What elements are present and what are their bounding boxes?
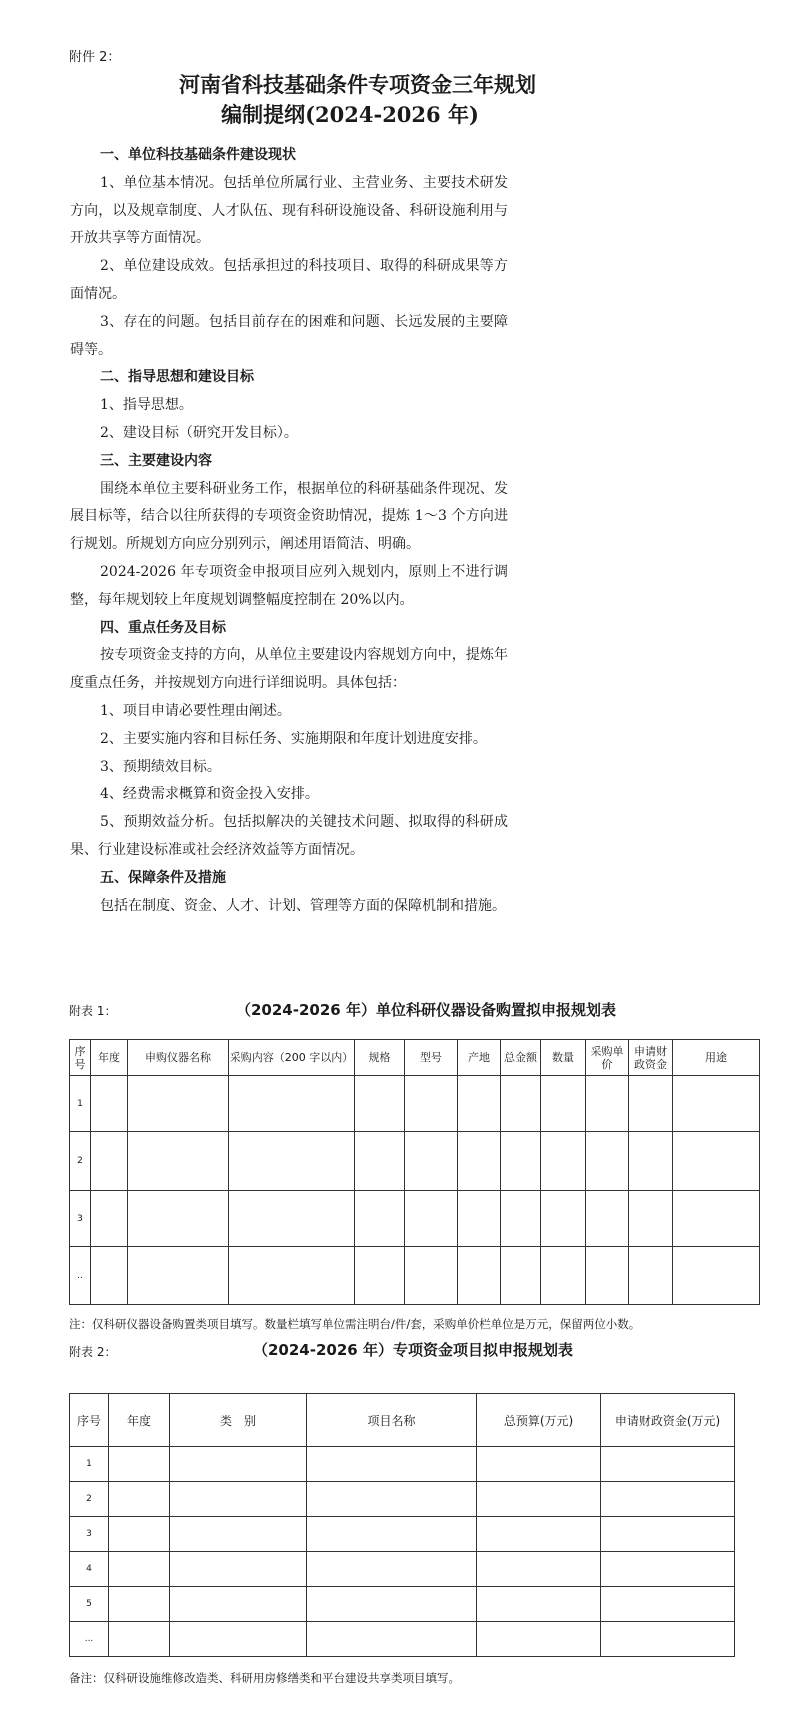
section-heading: 五、保障条件及措施 [100,869,226,886]
table-cell[interactable] [629,1191,673,1247]
table-cell[interactable] [91,1191,128,1247]
table-cell[interactable] [307,1447,477,1482]
table-cell[interactable] [629,1247,673,1305]
table1-label: 附表 1： [69,1004,117,1018]
table-cell[interactable] [307,1587,477,1622]
table-cell[interactable] [601,1517,735,1552]
body-paragraph: 围绕本单位主要科研业务工作，根据单位的科研基础条件现况、发展目标等，结合以往所获得的专项资金资助情况，提炼 1～3 个方向进行规划。所规划方向应分别列示，阐述用语简洁、明确。 [70,480,508,553]
table-cell[interactable] [541,1247,586,1305]
table-cell[interactable] [170,1447,307,1482]
table-cell[interactable] [170,1587,307,1622]
table-cell[interactable] [109,1517,170,1552]
row-index: 3 [70,1517,109,1552]
table-cell[interactable] [170,1517,307,1552]
section-heading: 二、指导思想和建设目标 [100,369,254,386]
table-cell[interactable] [109,1552,170,1587]
row-index: 5 [70,1587,109,1622]
section-heading: 一、单位科技基础条件建设现状 [100,147,296,163]
body-paragraph: 2024-2026 年专项资金申报项目应列入规划内，原则上不进行调整，每年规划较上年度规划调整幅度控制在 20%以内。 [70,563,508,608]
table-cell[interactable] [601,1447,735,1482]
row-index: 1 [70,1076,91,1132]
document-title-line2: 编制提纲(2024-2026 年) [221,102,479,127]
body-paragraph: 包括在制度、资金、人才、计划、管理等方面的保障机制和措施。 [100,897,506,914]
table-cell[interactable] [229,1076,355,1132]
table-cell[interactable] [355,1076,405,1132]
table-cell[interactable] [586,1247,629,1305]
table-cell[interactable] [109,1447,170,1482]
table-cell[interactable] [586,1191,629,1247]
table-cell[interactable] [307,1552,477,1587]
column-header: 年度 [109,1394,170,1447]
row-index: 1 [70,1447,109,1482]
table-row [70,1587,735,1622]
table-cell[interactable] [541,1191,586,1247]
column-header: 规格 [355,1040,405,1076]
table-cell[interactable] [405,1076,458,1132]
row-index: 2 [70,1132,91,1191]
table-cell[interactable] [673,1076,760,1132]
body-paragraph: 1、项目申请必要性理由阐述。 [100,702,291,719]
table-cell[interactable] [541,1132,586,1191]
column-header: 产地 [458,1040,501,1076]
table-row [70,1132,760,1191]
column-header: 序号 [70,1394,109,1447]
table-cell[interactable] [109,1622,170,1657]
table2-note: 备注：仅科研设施维修改造类、科研用房修缮类和平台建设共享类项目填写。 [69,1671,460,1685]
table-cell[interactable] [307,1622,477,1657]
column-header: 数量 [541,1040,586,1076]
column-header: 型号 [405,1040,458,1076]
table-cell[interactable] [601,1482,735,1517]
table1-title: （2024-2026 年）单位科研仪器设备购置拟申报规划表 [236,1001,616,1019]
table-cell[interactable] [170,1552,307,1587]
table-cell[interactable] [458,1191,501,1247]
body-paragraph: 按专项资金支持的方向，从单位主要建设内容规划方向中，提炼年度重点任务，并按规划方向进行详细说明。具体包括： [70,647,508,692]
table-cell[interactable] [405,1247,458,1305]
table-cell[interactable] [477,1552,601,1587]
column-header: 总预算(万元) [477,1394,601,1447]
table-cell[interactable] [458,1132,501,1191]
table-cell[interactable] [128,1247,229,1305]
row-index: 2 [70,1482,109,1517]
table-row [70,1447,735,1482]
table-cell[interactable] [458,1247,501,1305]
table-cell[interactable] [673,1247,760,1305]
table-row [70,1076,760,1132]
table-cell[interactable] [477,1482,601,1517]
body-paragraph: 2、主要实施内容和目标任务、实施期限和年度计划进度安排。 [100,730,487,747]
row-index: ... [70,1622,109,1657]
table-row [70,1482,735,1517]
equipment-plan-table [69,1039,760,1305]
project-plan-table [69,1393,735,1657]
body-paragraph: 1、指导思想。 [100,397,193,414]
table-cell[interactable] [355,1247,405,1305]
document-title-line1: 河南省科技基础条件专项资金三年规划 [179,72,536,97]
table-cell[interactable] [629,1132,673,1191]
table-cell[interactable] [91,1076,128,1132]
document-title [0,70,800,130]
table-cell[interactable] [601,1622,735,1657]
table-cell[interactable] [501,1191,541,1247]
body-paragraph: 4、经费需求概算和资金投入安排。 [100,786,319,803]
table-cell[interactable] [170,1482,307,1517]
table-cell[interactable] [586,1132,629,1191]
table-cell[interactable] [501,1076,541,1132]
section-heading: 四、重点任务及目标 [100,619,226,636]
table-cell[interactable] [229,1191,355,1247]
table-row [70,1191,760,1247]
table-row [70,1517,735,1552]
column-header: 总金额 [501,1040,541,1076]
section-heading: 三、主要建设内容 [100,452,212,469]
table-cell[interactable] [355,1191,405,1247]
table-cell[interactable] [307,1482,477,1517]
table-row [70,1622,735,1657]
table-cell[interactable] [601,1587,735,1622]
body-paragraph: 2、单位建设成效。包括承担过的科技项目、取得的科研成果等方面情况。 [70,258,508,302]
table-cell[interactable] [501,1132,541,1191]
table-row [70,1247,760,1305]
column-header: 采购内容（200 字以内） [229,1040,355,1076]
column-header: 申请财政资金(万元) [601,1394,735,1447]
body-paragraph: 1、单位基本情况。包括单位所属行业、主营业务、主要技术研发方向，以及规章制度、人才队伍、现有科研设施设备、科研设施利用与开放共享等方面情况。 [70,174,508,247]
table-cell[interactable] [109,1587,170,1622]
table-cell[interactable] [477,1622,601,1657]
body-paragraph: 5、预期效益分析。包括拟解决的关键技术问题、拟取得的科研成果、行业建设标准或社会经济效益等方面情况。 [70,814,508,858]
table-cell[interactable] [477,1447,601,1482]
body-paragraph: 3、存在的问题。包括目前存在的困难和问题、长远发展的主要障碍等。 [70,313,508,358]
table-cell[interactable] [109,1482,170,1517]
column-header: 类 别 [170,1394,307,1447]
table-cell[interactable] [541,1076,586,1132]
table-cell[interactable] [673,1132,760,1191]
table-cell[interactable] [477,1587,601,1622]
table-cell[interactable] [128,1132,229,1191]
table-cell[interactable] [355,1132,405,1191]
table-cell[interactable] [91,1132,128,1191]
table-cell[interactable] [229,1247,355,1305]
table-cell[interactable] [128,1191,229,1247]
column-header: 用途 [673,1040,760,1076]
body-paragraph: 2、建设目标（研究开发目标）。 [100,424,298,441]
table-cell[interactable] [405,1191,458,1247]
outline-body [70,142,508,920]
column-header: 申购仪器名称 [128,1040,229,1076]
column-header: 年度 [91,1040,128,1076]
table-row [70,1552,735,1587]
table-cell[interactable] [307,1517,477,1552]
column-header: 申请财政资金 [629,1040,673,1076]
table-cell[interactable] [586,1076,629,1132]
table-cell[interactable] [91,1247,128,1305]
table-cell[interactable] [405,1132,458,1191]
table2-title: （2024-2026 年）专项资金项目拟申报规划表 [253,1341,573,1359]
table-cell[interactable] [601,1552,735,1587]
table-cell[interactable] [170,1622,307,1657]
table1-note: 注：仅科研仪器设备购置类项目填写。数量栏填写单位需注明台/件/套，采购单价栏单位是万元，保留两位小数。 [69,1317,641,1331]
attachment-label: 附件 2： [69,50,121,65]
table-cell[interactable] [458,1076,501,1132]
row-index: 4 [70,1552,109,1587]
table-cell[interactable] [629,1076,673,1132]
body-paragraph: 3、预期绩效目标。 [100,758,221,775]
table-cell[interactable] [673,1191,760,1247]
table-cell[interactable] [477,1517,601,1552]
column-header: 项目名称 [307,1394,477,1447]
row-index: .. [70,1247,91,1305]
table-cell[interactable] [229,1132,355,1191]
table-cell[interactable] [128,1076,229,1132]
table2-label: 附表 2： [69,1345,117,1359]
column-header: 采购单价 [586,1040,629,1076]
table-cell[interactable] [501,1247,541,1305]
row-index: 3 [70,1191,91,1247]
column-header: 序号 [70,1040,91,1076]
